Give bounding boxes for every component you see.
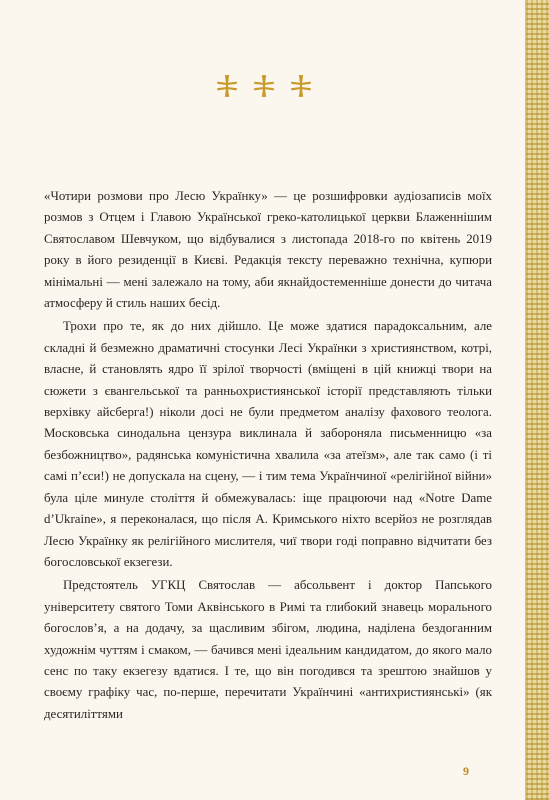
paragraph: Предстоятель УГКЦ Святослав — абсольвент і доктор Папського університету святого Томи Аквінського в Римі та глибокий знавець морального богослов’я, а на додачу, за щасливим збігом, людина, наділена бездоганним художнім чуттям і смаком, — бачився мені ідеальним кандидатом, до якого мало сенс по таку екзегезу вдатися. І те, що він погодився та зрештою знайшов у своєму графіку час, по-перше, перечитати Українчині «антихристиянські» (як десятиліттями <box>44 578 492 721</box>
paragraph: «Чотири розмови про Лесю Українку» — це розшифровки аудіозаписів моїх розмов з Отцем і Главою Української греко-католицької церкви Блаженнішим Святославом Шевчуком, що відбувалися з листопада 2018-го по квітень 2019 року в його резиденції в Києві. Редакція тексту переважно технічна, купюри мінімальні — мені залежало на тому, аби якнайдостеменніше донести до читача атмосферу й стиль наших бесід. <box>44 189 492 311</box>
cross-pattee-icon <box>288 73 314 104</box>
cross-pattee-icon <box>251 73 277 104</box>
paragraph: Трохи про те, як до них дійшло. Це може здатися парадоксальним, але складні й безмежно драматичні стосунки Лесі Українки з християнством, котрі, власне, й становлять ядро її зрілої творчості (вміщені в цій книжці твори на сюжети з євангельської та ранньохристиянської історії представляють тільки верхівку айсберга!) ніколи досі не були предметом аналізу фахового теолога. Московська синодальна цензура виклинала й забороняла письменницю «за безбожництво», радянська комуністична хвалила «за атеїзм», але так само (і ті самі п’єси!) не допускала на сцену, — і тим тема Українчиної «релігійної війни» була ціле минуле століття й обмежувалась: іще працюючи над «Notre Dame d’Ukraine», я переконалася, що після А. Кримського ніхто всерйоз не розглядав Лесю Українку як релігійного мислителя, чиї твори годі поправно відчитати без богословської екзегези. <box>44 319 492 569</box>
body-text <box>44 186 492 725</box>
cross-pattee-icon <box>214 73 240 104</box>
section-ornament <box>214 74 314 102</box>
page-number: 9 <box>463 764 469 778</box>
decorative-border <box>525 0 549 800</box>
